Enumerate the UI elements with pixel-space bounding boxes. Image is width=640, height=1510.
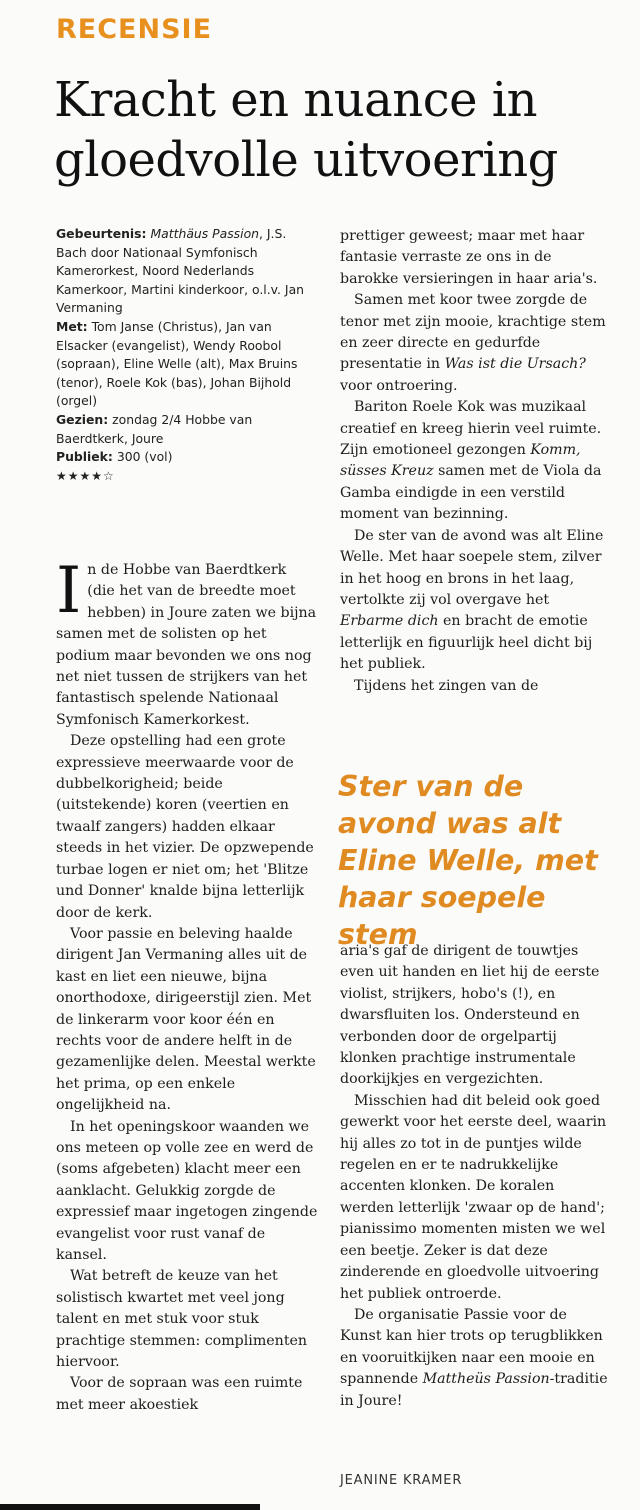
paragraph-text: De organisatie Passie voor de Kunst kan hier trots op terugblikken en vooruitkijken naar een mooie en spannende xyxy=(340,1306,603,1388)
left-column xyxy=(56,554,318,1416)
paragraph-text: -traditie in Joure! xyxy=(340,1371,608,1409)
cast-label: Met: xyxy=(56,318,88,334)
paragraph: Voor de sopraan was een ruimte met meer akoestiek xyxy=(56,1375,303,1413)
right-column-top xyxy=(340,226,612,697)
paragraph xyxy=(340,290,612,397)
paragraph-text: samen met de Viola da Gamba eindigde in een verstild moment van bezinning. xyxy=(340,463,602,523)
paragraph-text: Bariton Roele Kok was muzikaal creatief en kreeg hierin veel ruimte. Zijn emotioneel gezongen xyxy=(340,399,602,459)
paragraph xyxy=(56,554,318,731)
article-headline: Kracht en nuance in gloedvolle uitvoering xyxy=(54,72,558,188)
dropcap: I xyxy=(56,554,82,628)
paragraph: Wat betreft de keuze van het solistisch kwartet met veel jong talent en met stuk voor stuk prachtige stemmen: complimenten hiervoor. xyxy=(56,1268,308,1371)
pull-quote: Ster van de avond was alt Eline Welle, met haar soepele stem xyxy=(338,770,598,951)
seen-label: Gezien: xyxy=(56,411,109,427)
paragraph xyxy=(340,397,612,525)
audience-label: Publiek: xyxy=(56,449,113,465)
paragraph-text: De ster van de avond was alt Eline Welle. Met haar soepele stem, zilver in het hoog en brons in het laag, vertolkte zij vol overgave het xyxy=(340,527,604,608)
info-seen xyxy=(56,411,318,448)
audience-value: 300 (vol) xyxy=(112,449,173,465)
paragraph: Tijdens het zingen van de xyxy=(354,677,539,694)
info-cast xyxy=(56,318,318,411)
star-rating: ★★★★☆ xyxy=(56,468,115,483)
work-title: Mattheüs Passion xyxy=(422,1371,550,1388)
work-title: Komm, süsses Kreuz xyxy=(340,442,581,480)
paragraph-text: Samen met koor twee zorgde de tenor met zijn mooie, krachtige stem en zeer directe en gedurfde presentatie in xyxy=(340,292,606,373)
cast-value: Tom Janse (Christus), Jan van Elsacker (evangelist), Wendy Roobol (sopraan), Eline Welle (alt), Max Bruins (tenor), Roele Kok (bas), Johan Bijhold (orgel) xyxy=(56,318,298,409)
section-kicker: RECENSIE xyxy=(56,14,213,45)
paragraph-text: n de Hobbe van Baerdtkerk (die het van de breedte moet hebben) in Joure zaten we bijna samen met de solisten op het podium maar bevonden we ons nog net niet tussen de strijkers van het fantastisch spelende Nationaal Symfonisch Kamerkorkest. xyxy=(56,562,317,728)
paragraph-text: voor ontroering. xyxy=(340,377,458,394)
seen-value: zondag 2/4 Hobbe van Baerdtkerk, Joure xyxy=(56,411,253,446)
paragraph: Deze opstelling had een grote expressieve meerwaarde voor de dubbelkorigheid; beide (uitstekende) koren (veertien en twaalf zangers) hadden elkaar steeds in het vizier. De opzwepende turbae logen er niet om; het 'Blitze und Donner' knalde bijna letterlijk door de kerk. xyxy=(56,733,314,921)
review-info-box xyxy=(56,225,318,485)
event-title: Matthäus Passion xyxy=(150,226,260,241)
event-details: , J.S. Bach door Nationaal Symfonisch Kamerorkest, Noord Nederlands Kamerkoor, Martini kinderkoor, o.l.v. Jan Vermaning xyxy=(56,226,305,316)
paragraph: aria's gaf de dirigent de touwtjes even uit handen en liet hij de eerste violist, strijkers, hobo's (!), en dwarsfluiten los. Ondersteund en verbonden door de orgelpartij klonken prachtige instrumentale doorkijkjes en vergezichten. xyxy=(340,943,600,1088)
work-title: Erbarme dich xyxy=(340,613,439,630)
right-column-bottom xyxy=(340,941,612,1412)
paragraph xyxy=(340,1305,612,1412)
event-label: Gebeurtenis: xyxy=(56,226,147,241)
paragraph-text: en bracht de emotie letterlijk en figuurlijk heel dicht bij het publiek. xyxy=(340,613,593,673)
bottom-divider xyxy=(0,1504,260,1510)
info-audience xyxy=(56,448,318,467)
paragraph: In het openingskoor waanden we ons meteen op volle zee en werd de (soms afgebeten) klacht meer een aanklacht. Gelukkig zorgde de expressief maar ingetogen zingende evangelist voor rust vanaf de kansel. xyxy=(56,1118,318,1263)
paragraph: Misschien had dit beleid ook goed gewerkt voor het eerste deel, waarin hij alles zo tot in de puntjes wilde regelen en er te nadrukkelijke accenten klonken. De koralen werden letterlijk 'zwaar op de hand'; pianissimo momenten misten we wel een beetje. Zeker is dat deze zinderende en gloedvolle uitvoering het publiek ontroerde. xyxy=(340,1092,607,1302)
info-event xyxy=(56,225,318,318)
paragraph xyxy=(340,526,612,676)
author-byline: JEANINE KRAMER xyxy=(340,1473,463,1488)
work-title: Was ist die Ursach? xyxy=(444,356,586,373)
paragraph: prettiger geweest; maar met haar fantasie verraste ze ons in de barokke versieringen in haar aria's. xyxy=(340,228,598,287)
paragraph: Voor passie en beleving haalde dirigent Jan Vermaning alles uit de kast en liet een nieuwe, bijna onorthodoxe, dirigeerstijl zien. Met de linkerarm voor koor één en rechts voor de andere helft in de gezamenlijke delen. Meestal werkte het prima, op een enkele ongelijkheid na. xyxy=(56,925,316,1114)
